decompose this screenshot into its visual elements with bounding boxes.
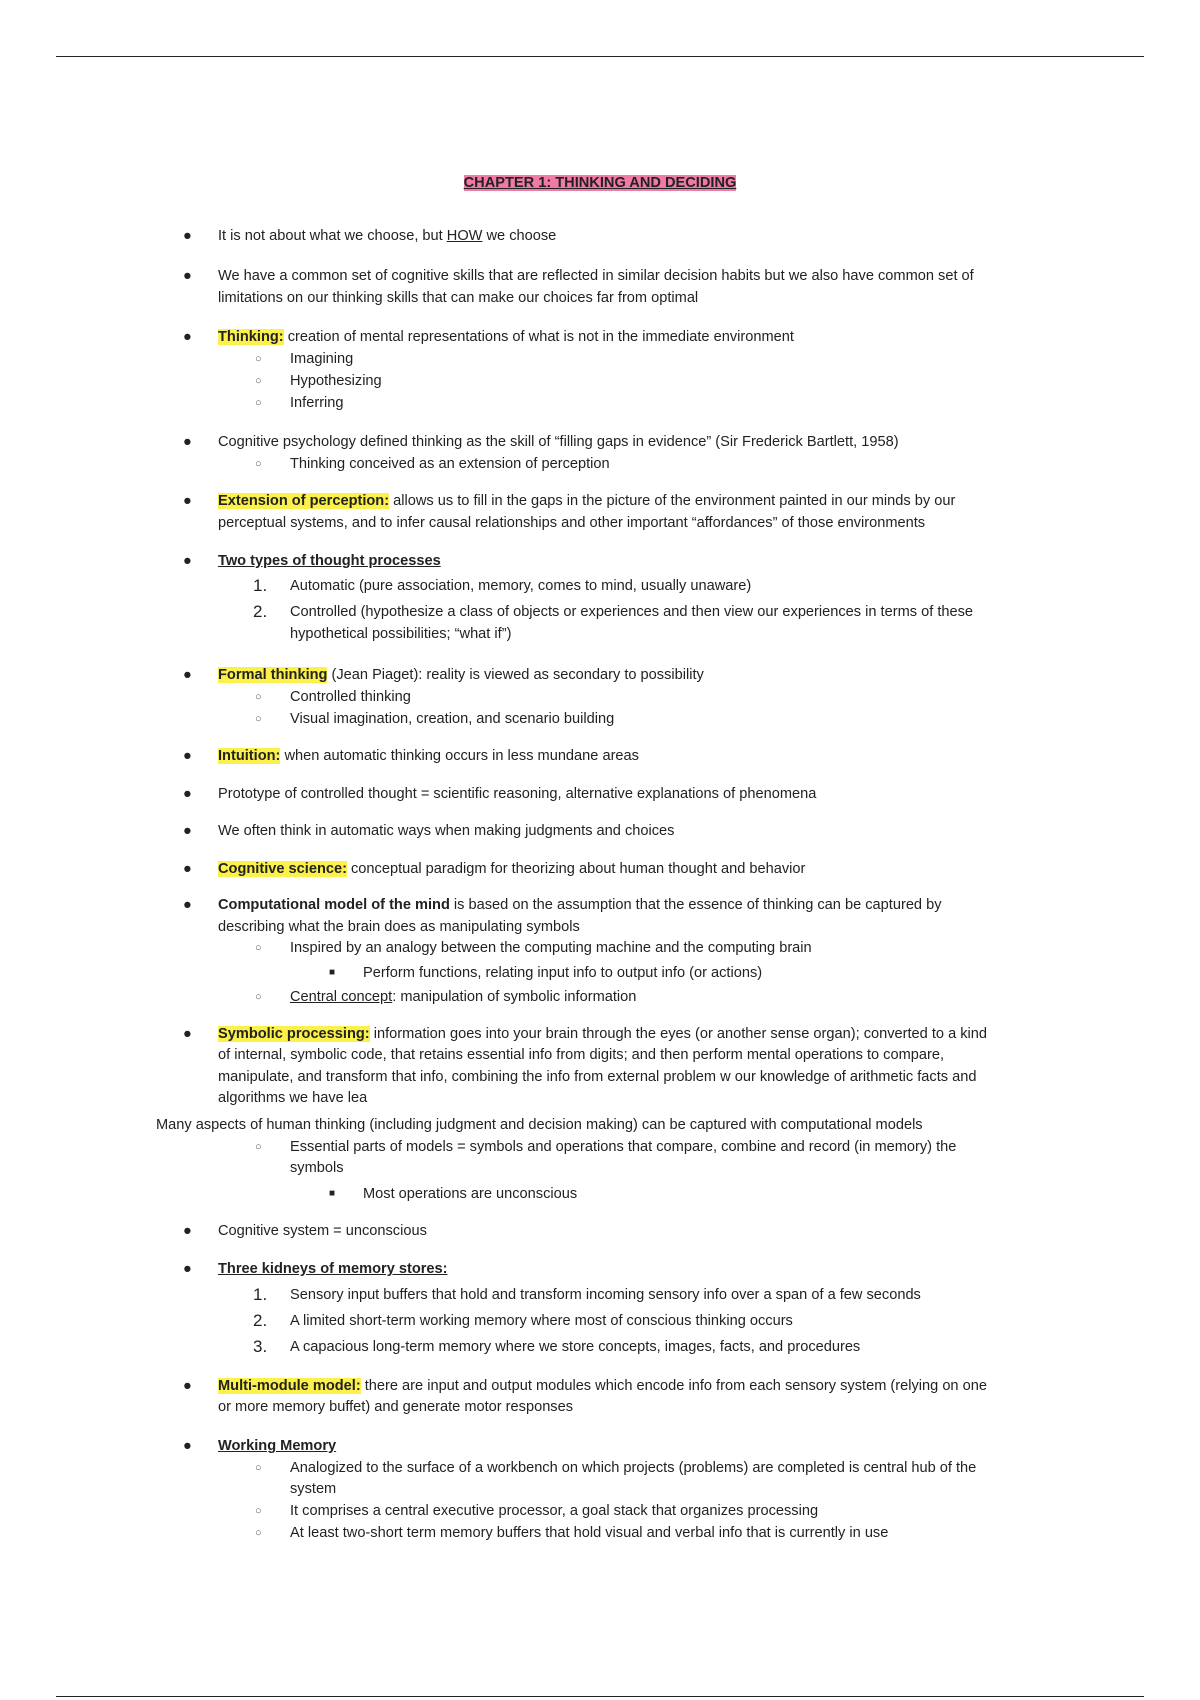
bullet-icon: ● <box>183 268 192 284</box>
circle-bullet-icon: ○ <box>255 1141 262 1153</box>
circle-bullet-icon: ○ <box>255 458 262 470</box>
bullet-icon: ● <box>183 434 192 450</box>
bullet-icon: ● <box>183 1438 192 1454</box>
circle-bullet-icon: ○ <box>255 1505 262 1517</box>
circle-bullet-icon: ○ <box>255 1527 262 1539</box>
circle-bullet-icon: ○ <box>255 353 262 365</box>
circle-bullet-icon: ○ <box>255 942 262 954</box>
circle-bullet-icon: ○ <box>255 991 262 1003</box>
square-bullet-icon: ■ <box>329 1188 336 1199</box>
bullet-icon: ● <box>183 748 192 764</box>
bullet-icon: ● <box>183 1261 192 1277</box>
bullet-icon: ● <box>183 493 192 509</box>
circle-bullet-icon: ○ <box>255 397 262 409</box>
bullet-icon: ● <box>183 897 192 913</box>
circle-bullet-icon: ○ <box>255 375 262 387</box>
bottom-rule <box>56 1696 1144 1697</box>
circle-bullet-icon: ○ <box>255 1462 262 1474</box>
bullet-icon: ● <box>183 329 192 345</box>
bullet-icon: ● <box>183 228 192 244</box>
top-rule <box>56 56 1144 57</box>
square-bullet-icon: ■ <box>329 967 336 978</box>
bullet-icon: ● <box>183 667 192 683</box>
circle-bullet-icon: ○ <box>255 691 262 703</box>
chapter-title: CHAPTER 1: THINKING AND DECIDING <box>463 175 737 191</box>
bullet-icon: ● <box>183 1378 192 1394</box>
bullet-icon: ● <box>183 1223 192 1239</box>
bullet-icon: ● <box>183 786 192 802</box>
circle-bullet-icon: ○ <box>255 713 262 725</box>
bullet-icon: ● <box>183 823 192 839</box>
bullet-icon: ● <box>183 553 192 569</box>
bullet-icon: ● <box>183 1026 192 1042</box>
bullet-icon: ● <box>183 861 192 877</box>
